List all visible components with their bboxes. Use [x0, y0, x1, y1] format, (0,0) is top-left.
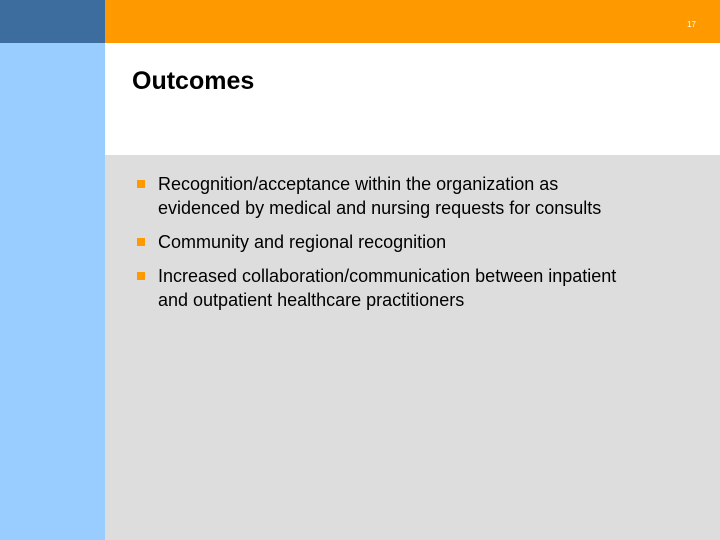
bullet-item	[137, 172, 617, 220]
title-area	[105, 43, 720, 155]
slide-number: 17	[687, 20, 696, 29]
bullet-item	[137, 264, 617, 312]
bullet-text: Recognition/acceptance within the organization as evidenced by medical and nursing requests for consults	[158, 174, 602, 218]
bullet-item	[137, 230, 617, 254]
square-bullet-icon	[137, 180, 145, 188]
left-side-bar	[0, 43, 105, 540]
square-bullet-icon	[137, 272, 145, 280]
square-bullet-icon	[137, 238, 145, 246]
top-banner	[105, 0, 720, 43]
bullet-text: Community and regional recognition	[158, 232, 447, 252]
bullet-list	[137, 172, 617, 322]
left-bar-top-block	[0, 0, 105, 43]
slide-title: Outcomes	[132, 67, 255, 95]
bullet-text: Increased collaboration/communication between inpatient and outpatient healthcare practitioners	[158, 266, 617, 310]
